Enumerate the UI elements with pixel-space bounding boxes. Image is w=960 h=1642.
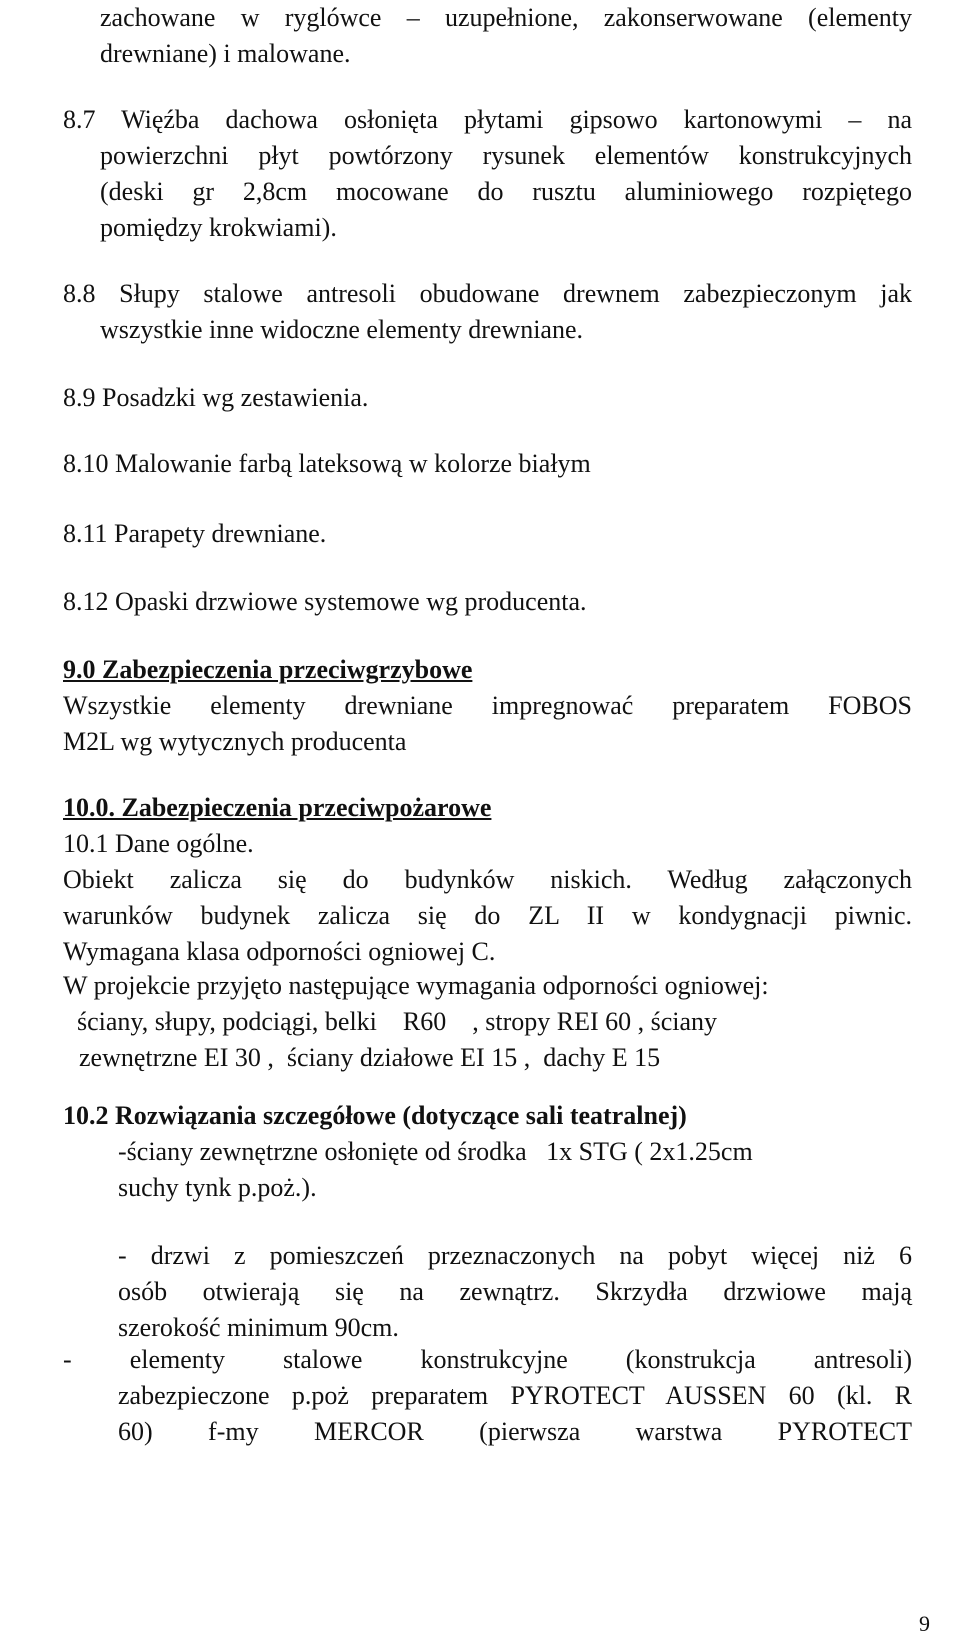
text-line: 10.2 Rozwiązania szczegółowe (dotyczące sali teatralnej) xyxy=(63,1101,687,1130)
text-line: -ściany zewnętrzne osłonięte od środka 1x STG ( 2x1.25cm xyxy=(118,1137,753,1166)
item-8-8 xyxy=(63,276,912,348)
page-number: 9 xyxy=(919,1611,930,1636)
text-line: zachowane w ryglówce – uzupełnione, zakonserwowane (elementy xyxy=(100,3,912,32)
item-8-11 xyxy=(63,516,326,552)
text-line: M2L wg wytycznych producenta xyxy=(63,727,407,756)
section-9-heading: 9.0 Zabezpieczenia przeciwgrzybowe xyxy=(63,655,473,684)
text-line: - elementy stalowe konstrukcyjne (konstrukcja antresoli) xyxy=(63,1345,912,1374)
text-line: powierzchni płyt powtórzony rysunek elementów konstrukcyjnych xyxy=(100,141,912,170)
text-line: wszystkie inne widoczne elementy drewniane. xyxy=(100,315,583,344)
item-8-9 xyxy=(63,380,368,416)
text-line: osób otwierają się na zewnątrz. Skrzydła drzwiowe mają xyxy=(118,1277,912,1306)
text-line: Obiekt zalicza się do budynków niskich. Według załączonych xyxy=(63,865,912,894)
text-line: 60) f-my MERCOR (pierwsza warstwa PYROTECT xyxy=(118,1417,912,1446)
paragraph-section8-continuation xyxy=(100,0,912,72)
fire-resistance-requirements xyxy=(63,968,912,1076)
text-line: - drzwi z pomieszczeń przeznaczonych na pobyt więcej niż 6 xyxy=(118,1241,912,1270)
text-line: warunków budynek zalicza się do ZL II w kondygnacji piwnic. xyxy=(63,901,912,930)
text-line: 8.12 Opaski drzwiowe systemowe wg producenta. xyxy=(63,587,587,616)
text-line: (deski gr 2,8cm mocowane do rusztu aluminiowego rozpiętego xyxy=(100,177,912,206)
item-8-7 xyxy=(63,102,912,246)
steel-elements-item xyxy=(63,1342,912,1450)
doors-item xyxy=(118,1238,912,1346)
text-line: drewniane) i malowane. xyxy=(100,39,351,68)
text-line: pomiędzy krokwiami). xyxy=(100,213,337,242)
text-line: Wymagana klasa odporności ogniowej C. xyxy=(63,937,496,966)
text-line: 8.10 Malowanie farbą lateksową w kolorze białym xyxy=(63,449,591,478)
text-line: 8.9 Posadzki wg zestawienia. xyxy=(63,383,369,412)
text-line: Wszystkie elementy drewniane impregnować preparatem FOBOS xyxy=(63,691,912,720)
text-line: ściany, słupy, podciągi, belki R60 , stropy REI 60 , ściany xyxy=(77,1007,718,1036)
section-10-1-heading xyxy=(63,826,254,862)
text-line: zewnętrzne EI 30 , ściany działowe EI 15 , dachy E 15 xyxy=(79,1043,661,1072)
text-line: 8.11 Parapety drewniane. xyxy=(63,519,327,548)
text-line: 10.1 Dane ogólne. xyxy=(63,829,254,858)
text-line: szerokość minimum 90cm. xyxy=(118,1313,399,1342)
section-10-1-paragraph xyxy=(63,862,912,970)
section-9-body xyxy=(63,688,912,760)
walls-item xyxy=(118,1134,912,1206)
text-line: suchy tynk p.poż.). xyxy=(118,1173,317,1202)
text-line: W projekcie przyjęto następujące wymagania odporności ogniowej: xyxy=(63,971,769,1000)
text-line: 8.8 Słupy stalowe antresoli obudowane drewnem zabezpieczonym jak xyxy=(63,279,912,308)
section-10-heading: 10.0. Zabezpieczenia przeciwpożarowe xyxy=(63,793,492,822)
section-10-2-heading xyxy=(63,1098,687,1134)
item-8-10 xyxy=(63,446,591,482)
text-line: 8.7 Więźba dachowa osłonięta płytami gipsowo kartonowymi – na xyxy=(63,105,912,134)
item-8-12 xyxy=(63,584,587,620)
text-line: zabezpieczone p.poż preparatem PYROTECT AUSSEN 60 (kl. R xyxy=(118,1381,912,1410)
